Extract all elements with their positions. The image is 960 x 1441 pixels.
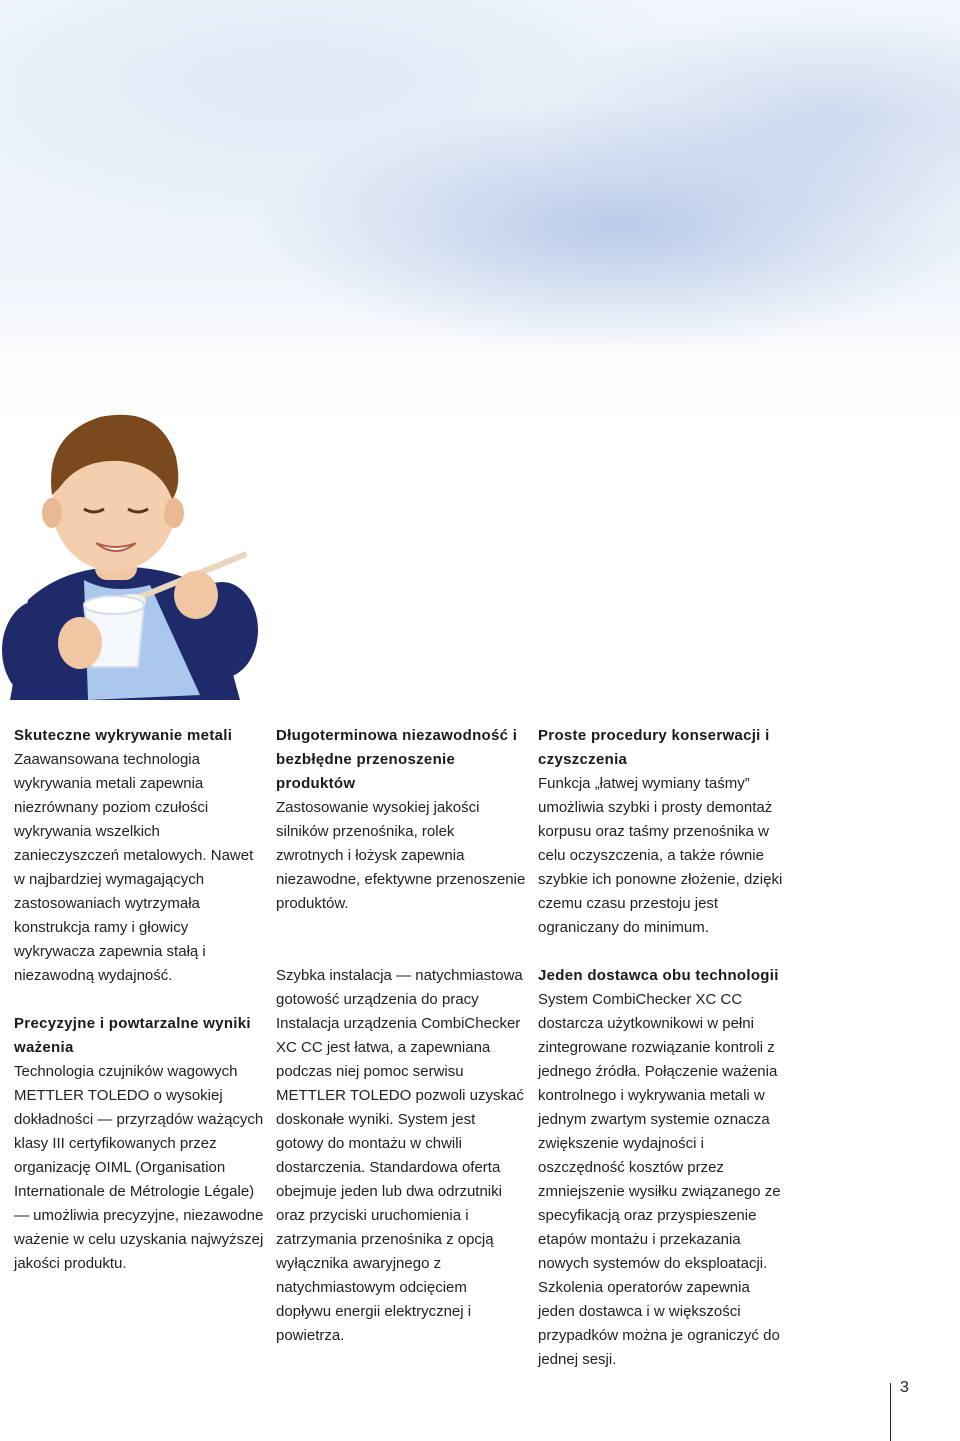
- section-body-weighing: Technologia czujników wagowych METTLER TOLEDO o wysokiej dokładności — przyrządów ważących klasy III certyfikowanych przez organizację OIML (Organisation Internationale de Métrologie Légale) — umożliwia precyzyjne, niezawodne ważenie w celu uzyskania najwyższej jakości produktu.: [14, 1063, 264, 1272]
- column-right: [538, 724, 788, 1372]
- section-title-weighing: Precyzyjne i powtarzalne wyniki ważenia: [14, 1015, 251, 1056]
- page-number-rule: [890, 1383, 891, 1441]
- section-title-reliability: Długoterminowa niezawodność i bezbłędne przenoszenie produktów: [276, 727, 518, 792]
- section-body-maintenance: Funkcja „łatwej wymiany taśmy” umożliwia szybki i prosty demontaż korpusu oraz taśmy przenośnika w celu oczyszczenia, a także równie szybkie ich ponowne złożenie, dzięki czemu czasu przestoju jest ograniczany do minimum.: [538, 775, 783, 936]
- section-body-single-supplier: System CombiChecker XC CC dostarcza użytkownikowi w pełni zintegrowane rozwiązanie kontroli z jednego źródła. Połączenie ważenia kontrolnego i wykrywania metali w jednym zwartym systemie oznacza zwiększenie wydajności i oszczędność kosztów przez zmniejszenie wysiłku związanego ze specyfikacją oraz przyspieszenie etapów montażu i przekazania nowych systemów do eksploatacji. Szkolenia operatorów zapewnia jeden dostawca i w większości przypadków można je ograniczyć do jednej sesji.: [538, 991, 781, 1368]
- column-left: [14, 724, 264, 1276]
- child-eating-yogurt-illustration: [0, 395, 260, 700]
- section-body-reliability: Zastosowanie wysokiej jakości silników przenośnika, rolek zwrotnych i łożysk zapewnia niezawodne, efektywne przenoszenie produktów.: [276, 799, 526, 912]
- section-title-single-supplier: Jeden dostawca obu technologii: [538, 967, 779, 984]
- column-middle: [276, 724, 526, 1348]
- section-body-metal-detection: Zaawansowana technologia wykrywania metali zapewnia niezrównany poziom czułości wykrywania wszelkich zanieczyszczeń metalowych. Nawet w najbardziej wymagających zastosowaniach wytrzymała konstrukcja ramy i głowicy wykrywacza zapewnia stałą i niezawodną wydajność.: [14, 751, 254, 984]
- section-title-maintenance: Proste procedury konserwacji i czyszczenia: [538, 727, 770, 768]
- page-number: 3: [900, 1379, 909, 1396]
- section-title-installation: Szybka instalacja — natychmiastowa gotowość urządzenia do pracy: [276, 967, 523, 1008]
- section-title-metal-detection: Skuteczne wykrywanie metali: [14, 727, 233, 744]
- section-body-installation: Instalacja urządzenia CombiChecker XC CC jest łatwa, a zapewniana podczas niej pomoc serwisu METTLER TOLEDO pozwoli uzyskać doskonałe wyniki. System jest gotowy do montażu w chwili dostarczenia. Standardowa oferta obejmuje jeden lub dwa odrzutniki oraz przyciski uruchomienia i zatrzymania przenośnika z opcją wyłącznika awaryjnego z natychmiastowym odcięciem dopływu energii elektrycznej i powietrza.: [276, 1015, 524, 1344]
